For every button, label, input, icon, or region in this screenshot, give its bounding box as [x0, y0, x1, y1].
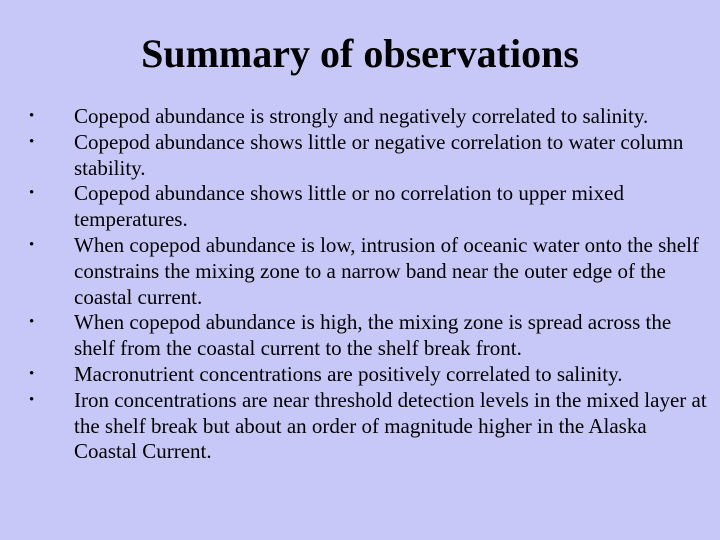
- bullet-item-5: [0, 310, 720, 362]
- bullet-icon: •: [29, 236, 35, 253]
- bullet-icon: •: [29, 314, 35, 331]
- bullet-icon: •: [29, 391, 35, 408]
- bullet-list: [0, 104, 720, 465]
- slide-title: Summary of observations: [141, 31, 579, 76]
- bullet-icon: •: [29, 365, 35, 382]
- bullet-text: Copepod abundance shows little or no correlation to upper mixed temperatures.: [74, 181, 624, 232]
- bullet-item-2: [0, 130, 720, 182]
- bullet-text: Iron concentrations are near threshold detection levels in the mixed layer at the shelf break but about an order of magnitude higher in the Alaska Coastal Current.: [74, 387, 707, 464]
- bullet-icon: •: [29, 108, 35, 124]
- bullet-item-7: [0, 388, 720, 465]
- bullet-icon: •: [29, 185, 35, 202]
- bullet-item-4: [0, 233, 720, 310]
- bullet-text: When copepod abundance is high, the mixing zone is spread across the shelf from the coastal current to the shelf break front.: [74, 310, 672, 361]
- bullet-item-3: [0, 181, 720, 233]
- bullet-text: When copepod abundance is low, intrusion of oceanic water onto the shelf constrains the mixing zone to a narrow band near the outer edge of the coastal current.: [74, 232, 699, 309]
- bullet-item-1: [0, 104, 720, 130]
- bullet-text: Copepod abundance shows little or negative correlation to water column stability.: [74, 129, 684, 180]
- bullet-icon: •: [29, 133, 35, 150]
- bullet-text: Macronutrient concentrations are positively correlated to salinity.: [74, 361, 623, 386]
- bullet-text: Copepod abundance is strongly and negatively correlated to salinity.: [74, 104, 649, 128]
- bullet-item-6: [0, 362, 720, 388]
